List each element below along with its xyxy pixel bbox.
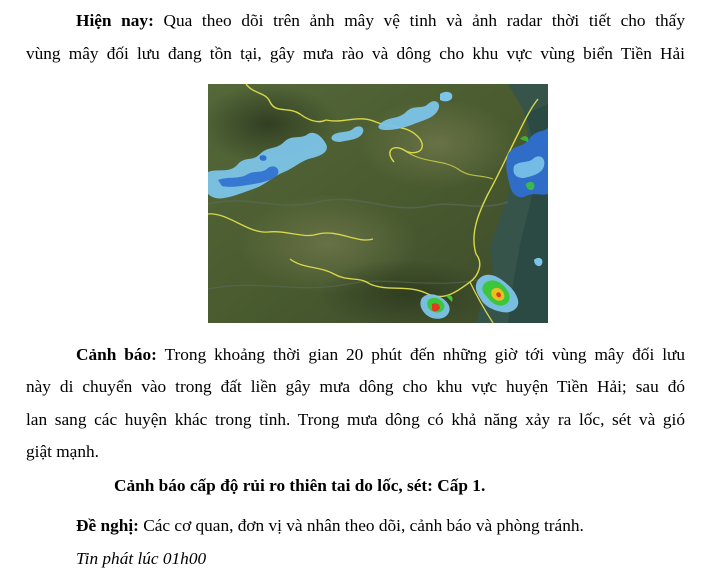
hien-nay-line-2 <box>26 44 685 64</box>
warning-level <box>114 476 485 496</box>
warning-level-text: Cảnh báo cấp độ rủi ro thiên tai do lốc, sét: Cấp 1. <box>114 476 486 495</box>
canh-bao-text-2: này di chuyển vào trong đất liền gây mưa dông cho khu vực huyện Tiền Hải; sau đó <box>26 377 685 396</box>
canh-bao-line-3 <box>26 410 685 430</box>
canh-bao-line-4 <box>26 442 99 462</box>
de-nghi-line <box>76 516 584 536</box>
issued-time-text: Tin phát lúc 01h00 <box>76 549 207 568</box>
de-nghi-label: Đề nghị: <box>76 516 139 535</box>
canh-bao-text-1: Trong khoảng thời gian 20 phút đến những giờ tới vùng mây đối lưu <box>156 345 686 364</box>
satellite-radar-image <box>208 84 548 323</box>
hien-nay-label: Hiện nay: <box>76 11 154 30</box>
canh-bao-text-4: giật mạnh. <box>26 442 99 461</box>
hien-nay-text-2: vùng mây đối lưu đang tồn tại, gây mưa rào và dông cho khu vực vùng biển Tiền Hải <box>26 44 685 63</box>
hien-nay-text-1: Qua theo dõi trên ảnh mây vệ tinh và ảnh radar thời tiết cho thấy <box>153 11 685 30</box>
hien-nay-line-1 <box>76 11 685 31</box>
canh-bao-label: Cảnh báo: <box>76 345 157 364</box>
canh-bao-line-2 <box>26 377 685 397</box>
canh-bao-text-3: lan sang các huyện khác trong tỉnh. Trong mưa dông có khả năng xảy ra lốc, sét và gió <box>26 410 685 429</box>
de-nghi-text: Các cơ quan, đơn vị và nhân theo dõi, cảnh báo và phòng tránh. <box>138 516 584 535</box>
canh-bao-line-1 <box>76 345 685 365</box>
issued-time <box>76 549 206 569</box>
